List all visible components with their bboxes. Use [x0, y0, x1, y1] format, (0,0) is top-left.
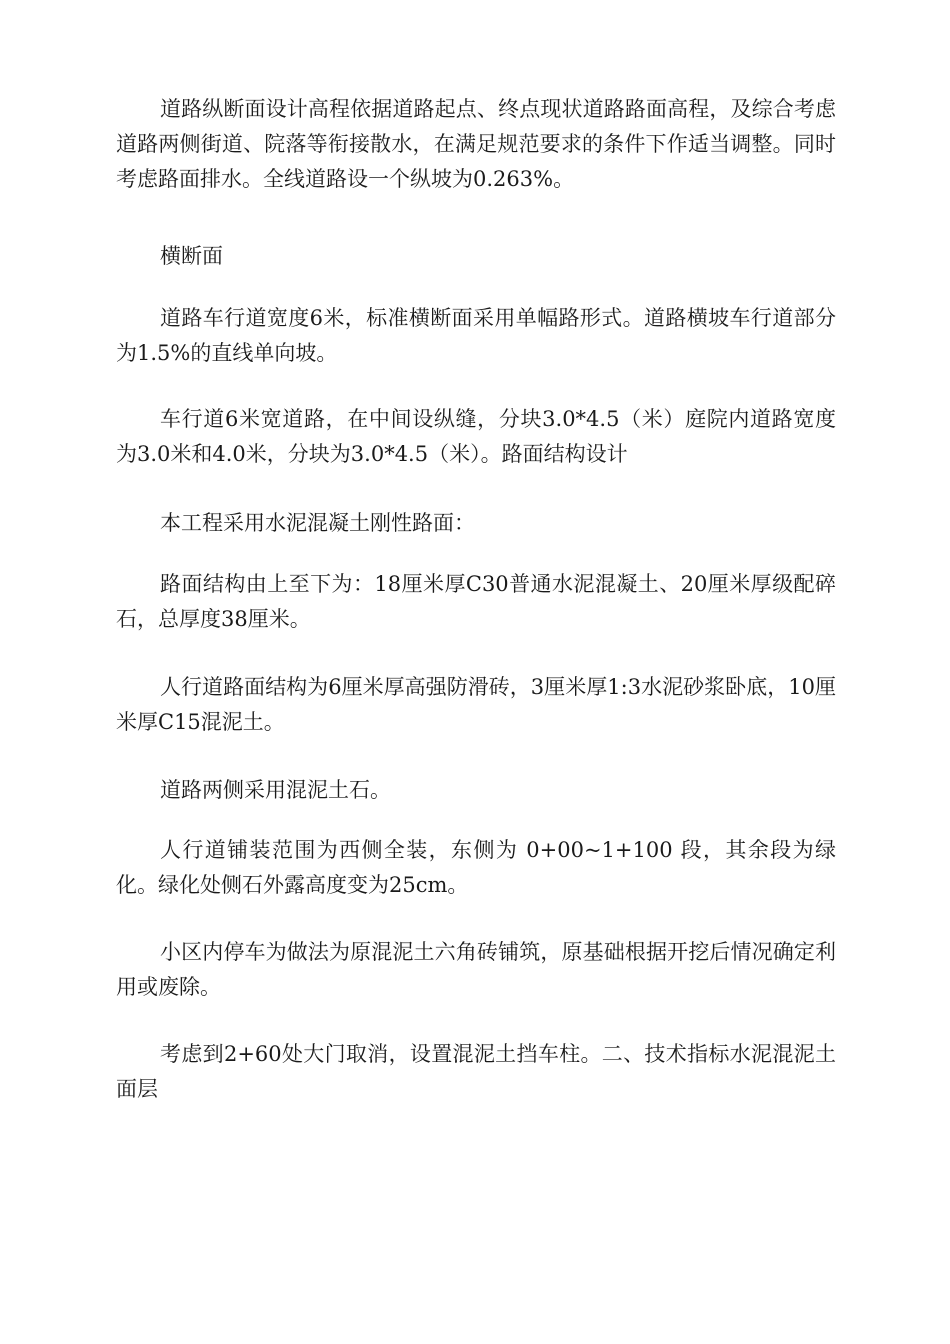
paragraph-sidewalk-paving: 人行道铺装范围为西侧全装，东侧为 0+00~1+100 段，其余段为绿化。绿化处侧石外露高度变为25cm。: [116, 838, 836, 897]
paragraph-curb-stone: 道路两侧采用混泥土石。: [160, 778, 391, 802]
paragraph-pavement-structure: 路面结构由上至下为：18厘米厚C30普通水泥混凝土、20厘米厚级配碎石，总厚度38厘米。: [116, 572, 836, 631]
paragraph-parking: 小区内停车为做法为原混泥土六角砖铺筑，原基础根据开挖后情况确定利用或废除。: [116, 940, 836, 999]
heading-cross-section: 横断面: [160, 244, 223, 268]
paragraph-carriageway-width: 道路车行道宽度6米，标准横断面采用单幅路形式。道路横坡车行道部分为1.5%的直线单向坡。: [116, 306, 836, 365]
paragraph-carriageway-joints: 车行道6米宽道路，在中间设纵缝，分块3.0*4.5（米）庭院内道路宽度为3.0米和4.0米，分块为3.0*4.5（米）。路面结构设计: [116, 407, 836, 466]
paragraph-sidewalk-structure: 人行道路面结构为6厘米厚高强防滑砖，3厘米厚1:3水泥砂浆卧底，10厘米厚C15混泥土。: [116, 675, 836, 734]
paragraph-gate-bollards: 考虑到2+60处大门取消，设置混泥土挡车柱。二、技术指标水泥混泥土面层: [116, 1042, 836, 1101]
paragraph-longitudinal-section: 道路纵断面设计高程依据道路起点、终点现状道路路面高程，及综合考虑道路两侧街道、院落等衔接散水，在满足规范要求的条件下作适当调整。同时考虑路面排水。全线道路设一个纵坡为0.263%。: [116, 97, 836, 191]
paragraph-rigid-pavement: 本工程采用水泥混凝土刚性路面：: [160, 511, 475, 535]
